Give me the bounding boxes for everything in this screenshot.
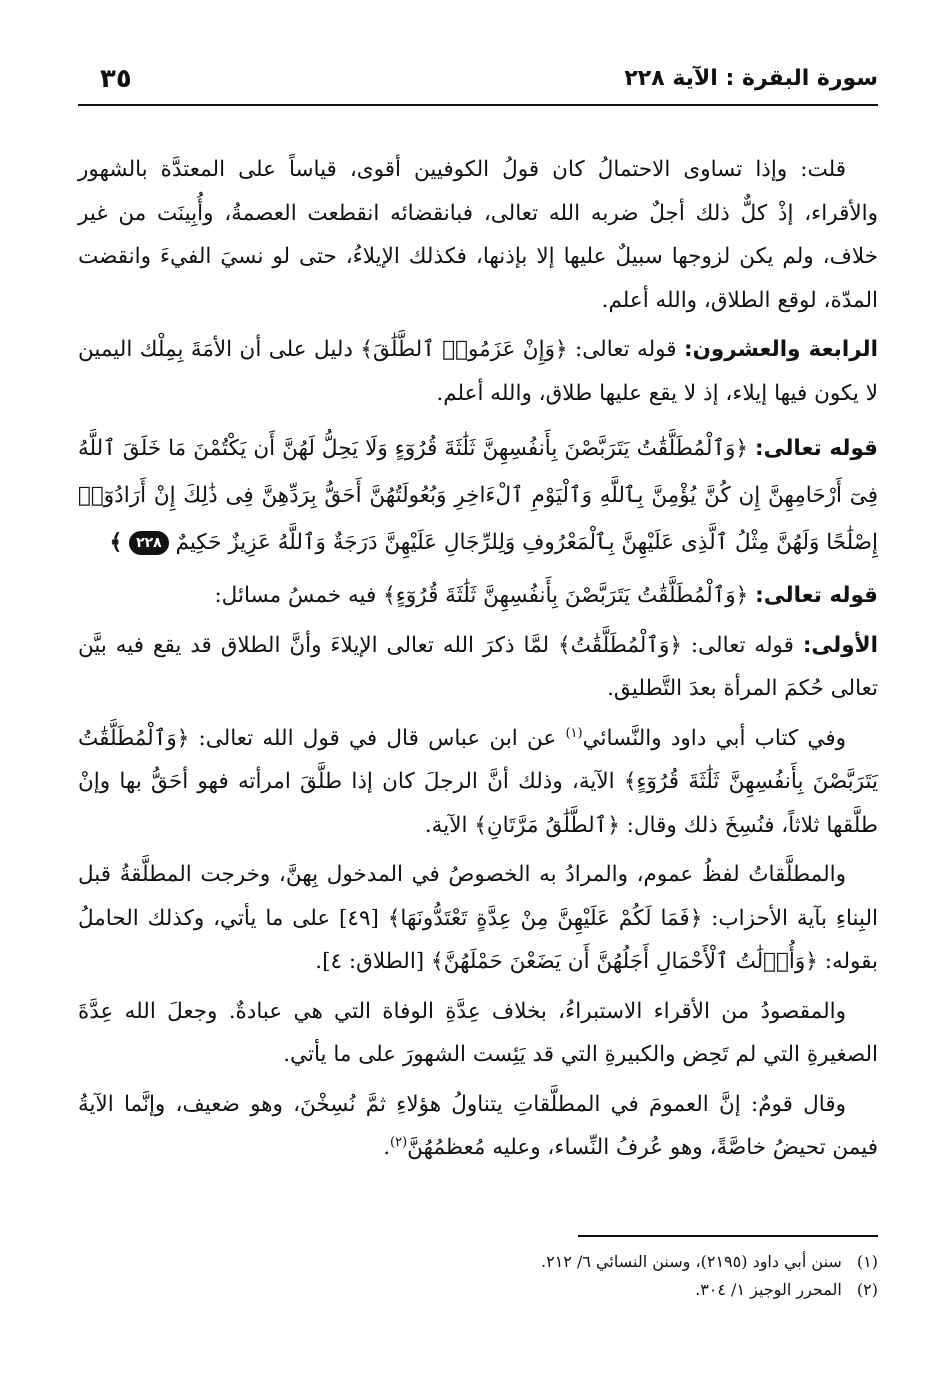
footnote-number: (٢)	[856, 1280, 878, 1299]
paragraph-purpose	[78, 990, 878, 1077]
paragraph-text: قلت: وإذا تساوى الاحتمالُ كان قولُ الكوفيين أقوى، قياساً على المعتدَّة بالشهور والأقراء، إذْ كلٌّ ذلك أجلٌ ضربه الله تعالى، فبانقضائه انقطعت العصمةُ، وأُبِينَت من غير خلاف، ولم يكن لزوجها سبيلٌ عليها إلا بإذنها، فكذلك الإيلاءُ، حتى لو نسيَ الفيءَ وانقضت المدّة، لوقع الطلاق، والله أعلم.	[78, 157, 878, 313]
verse-closing-bracket: ﴾	[109, 530, 123, 555]
footnote-number: (١)	[856, 1252, 878, 1271]
footnote-text: المحرر الوجيز ١/ ٣٠٤.	[695, 1280, 842, 1299]
paragraph-text: والمقصودُ من الأقراء الاستبراءُ، بخلاف عِدَّةِ الوفاة التي هي عبادةٌ. وجعلَ الله عِدَّةَ الصغيرةِ التي لم تَحِض والكبيرةِ التي قد يَئِست الشهورَ على ما يأتي.	[78, 998, 878, 1067]
paragraph-text: ﴿وَٱلْمُطَلَّقَٰتُ يَتَرَبَّصْنَ بِأَنفُسِهِنَّ ثَلَٰثَةَ قُرُوٓءٍ﴾ فيه خمسُ مسائل:	[214, 583, 749, 608]
paragraph-abu-dawud	[78, 717, 878, 848]
footnote-reference[interactable]: (١)	[565, 725, 583, 741]
quran-verse: ﴿وَٱلْمُطَلَّقَٰتُ يَتَرَبَّصْنَ بِأَنفُسِهِنَّ ثَلَٰثَةَ قُرُوٓءٍ وَلَا يَحِلُّ لَهُنَّ أَن يَكْتُمْنَ مَا خَلَقَ ٱللَّهُ فِىٓ أَرْحَامِهِنَّ إِن كُنَّ يُؤْمِنَّ بِٱللَّهِ وَٱلْيَوْمِ ٱلْءَاخِرِ وَبُعُولَتُهُنَّ أَحَقُّ بِرَدِّهِنَّ فِى ذَٰلِكَ إِنْ أَرَادُوٓا۟ إِصْلَٰحًا وَلَهُنَّ مِثْلُ ٱلَّذِى عَلَيْهِنَّ بِٱلْمَعْرُوفِ وَلِلرِّجَالِ عَلَيْهِنَّ دَرَجَةٌ وَٱللَّهُ عَزِيزٌ حَكِيمٌ	[78, 436, 878, 555]
paragraph-qawm	[78, 1083, 878, 1170]
paragraph-text: قوله تعالى: ﴿وَٱلْمُطَلَّقَٰتُ﴾ لمَّا ذكرَ الله تعالى الإيلاءَ وأنَّ الطلاق قد يقع فيه بيَّن تعالى حُكمَ المرأة بعدَ التَّطليق.	[78, 632, 878, 701]
footnote-item	[78, 1248, 878, 1276]
paragraph-text: وفي كتاب أبي داود والنَّسائي	[582, 725, 846, 751]
footnotes	[78, 1248, 878, 1304]
page-header	[78, 60, 878, 106]
issue-heading: الرابعة والعشرون:	[683, 337, 878, 362]
footnote-divider	[578, 1235, 878, 1237]
body-text	[78, 148, 878, 1176]
paragraph-issue-24	[78, 328, 878, 415]
paragraph-text: وقال قومٌ: إنَّ العمومَ في المطلَّقاتِ يتناولُ هؤلاءِ ثمَّ نُسِخْنَ، وهو ضعيف، وإنَّما الآيةُ فيمن تحيضُ خاصَّةً، وهو عُرفُ النِّساء، وعليه مُعظمُهُنَّ	[78, 1091, 878, 1160]
paragraph-five-issues	[78, 574, 878, 618]
running-title: سورة البقرة : الآية ٢٢٨	[624, 66, 878, 91]
page-number: ٣٥	[100, 64, 132, 94]
paragraph-qult	[78, 148, 878, 322]
paragraph-text: قوله تعالى: ﴿وَإِنْ عَزَمُوا۟ ٱلطَّلَٰقَ﴾ دليل على أن الأمَةَ بِمِلْك اليمين لا يكون فيها إيلاء، إذ لا يقع عليها طلاق، والله أعلم.	[78, 337, 878, 406]
paragraph-issue-1	[78, 624, 878, 711]
paragraph-general-term	[78, 853, 878, 984]
footnote-item	[78, 1276, 878, 1304]
verse-heading: قوله تعالى:	[754, 436, 879, 461]
paragraph-text: عن ابن عباس قال في قول الله تعالى: ﴿وَٱلْمُطَلَّقَٰتُ يَتَرَبَّصْنَ بِأَنفُسِهِنَّ ثَلَٰثَةَ قُرُوٓءٍ﴾ الآية، وذلك أنَّ الرجلَ كان إذا طلَّقَ امرأته فهو أحَقُّ بها وإنْ طلَّقها ثلاثاً، فنُسِخَ ذلك وقال: ﴿ٱلطَّلَٰقُ مَرَّتَانِ﴾ الآية.	[78, 725, 878, 838]
issue-heading: الأولى:	[802, 632, 878, 658]
footnote-reference[interactable]: (٢)	[390, 1134, 408, 1150]
verse-block	[78, 425, 878, 566]
ayah-number-marker: ٢٢٨	[129, 531, 169, 555]
paragraph-text: والمطلَّقاتُ لفظُ عموم، والمرادُ به الخصوصُ في المدخول بِهنَّ، وخرجت المطلَّقةُ قبل البِناءِ بآية الأحزاب: ﴿فَمَا لَكُمْ عَلَيْهِنَّ مِنْ عِدَّةٍ تَعْتَدُّونَهَا﴾ [٤٩] على ما يأتي، وكذلك الحاملُ بقوله: ﴿وَأُو۟لَٰتُ ٱلْأَحْمَالِ أَجَلُهُنَّ أَن يَضَعْنَ حَمْلَهُنَّ﴾ [الطلاق: ٤].	[78, 862, 878, 974]
paragraph-end: .	[383, 1135, 391, 1160]
book-page	[78, 60, 878, 1360]
verse-heading: قوله تعالى:	[755, 583, 878, 608]
footnote-text: سنن أبي داود (٢١٩٥)، وسنن النسائي ٦/ ٢١٢.	[541, 1252, 842, 1271]
